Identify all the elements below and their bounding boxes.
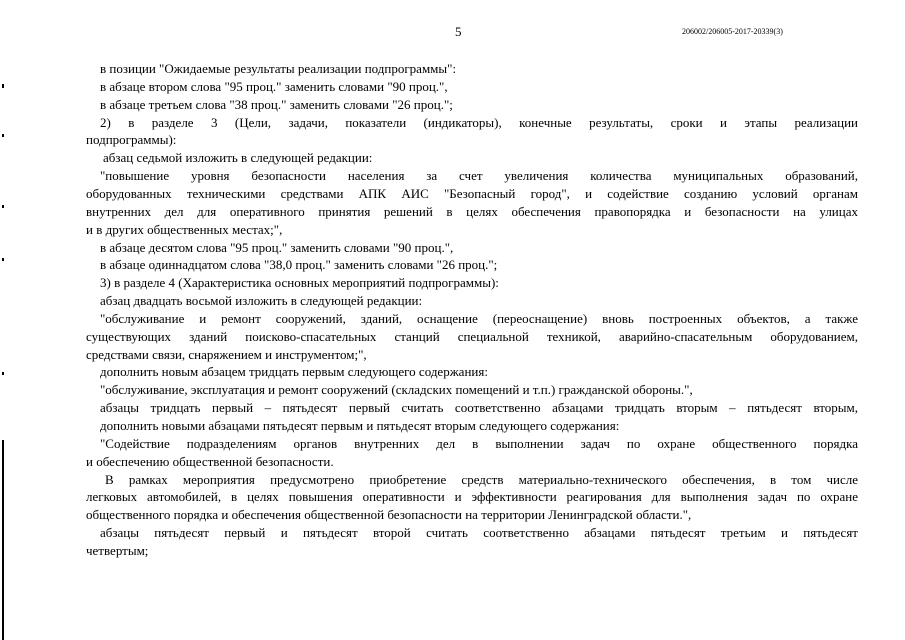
text-line: абзацы тридцать первый – пятьдесят первый считать соответственно абзацами тридцать вторым – пятьдесят вторым, bbox=[100, 400, 858, 416]
text-line: в абзаце десятом слова "95 проц." заменить словами "90 проц.", bbox=[100, 239, 454, 255]
text-line: общественного порядка и обеспечения общественной безопасности на территории Ленинградской области.", bbox=[86, 507, 692, 523]
page-number: 5 bbox=[455, 24, 462, 39]
margin-mark bbox=[2, 134, 4, 137]
text-line: четвертым; bbox=[86, 542, 149, 558]
text-line: в абзаце одиннадцатом слова "38,0 проц." заменить словами "26 проц."; bbox=[100, 257, 498, 273]
text-line: существующих зданий поисково-спасательных станций специальной техникой, аварийно-спасательным оборудованием, bbox=[86, 328, 858, 344]
margin-binding-line bbox=[2, 440, 4, 640]
text-line: "обслуживание и ремонт сооружений, зданий, оснащение (переоснащение) вновь построенных объектов, а также bbox=[100, 310, 858, 326]
margin-mark bbox=[2, 258, 4, 261]
text-line: в позиции "Ожидаемые результаты реализации подпрограммы": bbox=[100, 61, 457, 76]
text-line: дополнить новым абзацем тридцать первым следующего содержания: bbox=[100, 364, 488, 380]
text-line: подпрограммы): bbox=[86, 132, 177, 148]
text-line: абзац двадцать восьмой изложить в следующей редакции: bbox=[100, 293, 423, 309]
margin-mark bbox=[2, 84, 4, 88]
margin-mark bbox=[2, 372, 4, 375]
document-code: 206002/206005-2017-20339(3) bbox=[682, 27, 783, 36]
text-line: в абзаце третьем слова "38 проц." заменить словами "26 проц."; bbox=[100, 96, 453, 112]
text-line: в абзаце втором слова "95 проц." заменить словами "90 проц.", bbox=[100, 78, 448, 94]
text-line: внутренних дел для оперативного принятия решений в целях обеспечения правопорядка и безопасности на улицах bbox=[86, 203, 858, 219]
text-line: абзацы пятьдесят первый и пятьдесят второй считать соответственно абзацами пятьдесят третьим и пятьдесят bbox=[100, 525, 858, 541]
text-line: 2) в разделе 3 (Цели, задачи, показатели (индикаторы), конечные результаты, сроки и этапы реализации bbox=[100, 114, 858, 130]
text-line: дополнить новыми абзацами пятьдесят первым и пятьдесят вторым следующего содержания: bbox=[100, 418, 620, 433]
text-line: абзац седьмой изложить в следующей редакции: bbox=[103, 150, 373, 166]
margin-mark bbox=[2, 205, 4, 208]
text-line: "обслуживание, эксплуатация и ремонт сооружений (складских помещений и т.п.) гражданской обороны.", bbox=[100, 382, 693, 398]
text-line: "повышение уровня безопасности населения за счет увеличения количества муниципальных образований, bbox=[100, 168, 858, 184]
text-line: 3) в разделе 4 (Характеристика основных мероприятий подпрограммы): bbox=[100, 275, 499, 291]
text-line: и обеспечению общественной безопасности. bbox=[86, 453, 334, 469]
text-line: В рамках мероприятия предусмотрено приобретение средств материально-технического обеспечения, в том числе bbox=[105, 471, 858, 487]
text-line: оборудованных техническими средствами АПК АИС "Безопасный город", и содействие созданию условий органам bbox=[86, 185, 858, 201]
text-line: легковых автомобилей, в целях повышения оперативности и эффективности реагирования для выполнения задач по охране bbox=[86, 489, 858, 505]
text-line: средствами связи, снаряжением и инструментом;", bbox=[86, 346, 367, 362]
text-line: и в других общественных местах;", bbox=[86, 221, 283, 237]
text-line: "Содействие подразделениям органов внутренних дел в выполнении задач по охране общественного порядка bbox=[100, 435, 858, 451]
